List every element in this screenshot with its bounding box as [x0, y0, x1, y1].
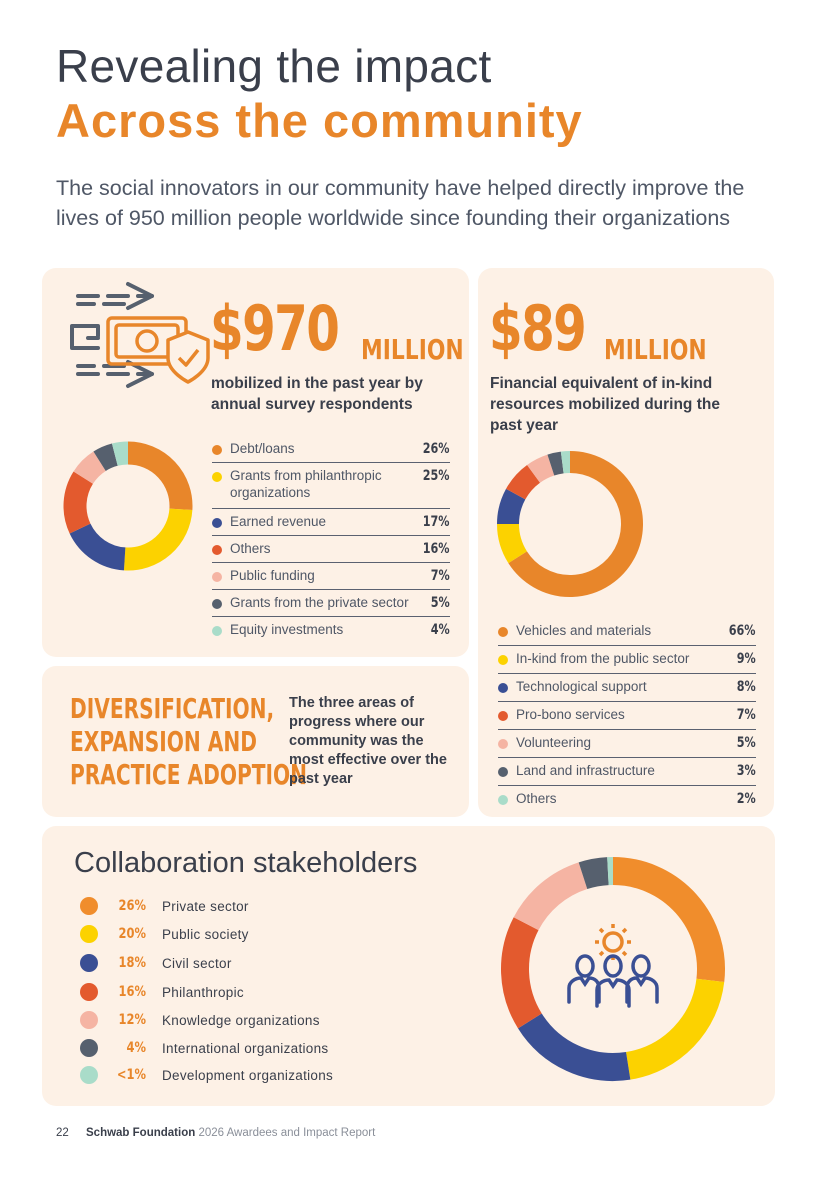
legend-value: 18% — [118, 955, 146, 971]
legend-label: Volunteering — [516, 735, 592, 750]
legend-row — [212, 509, 450, 536]
legend-value: 2% — [736, 791, 756, 807]
legend-value: 26% — [423, 441, 450, 457]
legend-label: International organizations — [162, 1040, 329, 1056]
collaboration-title: Collaboration stakeholders — [74, 847, 418, 879]
diversification-title-3: PRACTICE ADOPTION — [70, 758, 308, 791]
legend-value: 7% — [430, 568, 450, 584]
collaboration-card — [42, 826, 775, 1106]
legend-value: 5% — [736, 735, 756, 751]
legend-label: Grants from philanthropic organizations — [230, 468, 382, 500]
diversification-card — [42, 666, 469, 817]
legend-swatch — [212, 626, 222, 636]
legend-value: 4% — [126, 1040, 146, 1056]
diversification-text: The three areas of progress where our community was the most effective over the past year — [289, 695, 447, 787]
legend-swatch — [498, 683, 508, 693]
collaboration-legend-row — [80, 1065, 333, 1085]
donut-slice-equity-investments — [115, 453, 128, 455]
legend-label: Public funding — [230, 568, 315, 583]
legend-label: Grants from the private sector — [230, 595, 409, 610]
legend-row — [212, 463, 450, 509]
legend-label: Debt/loans — [230, 441, 295, 456]
collaboration-legend-row — [80, 953, 232, 973]
legend-value: <1% — [116, 1067, 146, 1083]
collaboration-legend-row — [80, 982, 244, 1002]
page-title: Revealing the impact — [56, 40, 492, 92]
legend-row — [498, 730, 756, 758]
funding-donut-chart — [58, 436, 198, 576]
legend-value: 8% — [736, 679, 756, 695]
legend-label: Vehicles and materials — [516, 623, 652, 638]
funding-amount: $970 — [210, 292, 339, 365]
legend-label: In-kind from the public sector — [516, 651, 690, 666]
legend-swatch — [212, 572, 222, 582]
legend-swatch — [80, 897, 98, 915]
legend-label: Equity investments — [230, 622, 344, 637]
lead-paragraph: The social innovators in our community have helped directly improve the lives of 950 million people worldwide since founding their organizations — [56, 176, 745, 230]
donut-slice-international-organizations — [583, 871, 608, 876]
legend-value: 3% — [736, 763, 756, 779]
legend-value: 17% — [423, 514, 450, 530]
collaboration-legend-row — [80, 1038, 328, 1058]
donut-slice-grants-from-the-private-sector — [100, 455, 115, 462]
funding-subtitle: mobilized in the past year by annual survey respondents — [211, 375, 423, 413]
inkind-subtitle: Financial equivalent of in-kind resources mobilized during the past year — [490, 375, 720, 434]
legend-swatch — [212, 445, 222, 455]
donut-slice-land-and-infrastructure — [551, 462, 562, 465]
legend-row — [212, 590, 450, 617]
collaboration-legend-row — [80, 924, 249, 944]
legend-swatch — [80, 1066, 98, 1084]
page-subtitle: Across the community — [56, 94, 583, 147]
legend-swatch — [498, 739, 508, 749]
legend-swatch — [498, 655, 508, 665]
legend-swatch — [80, 925, 98, 943]
donut-slice-debt-loans — [128, 453, 181, 509]
legend-value: 4% — [430, 622, 450, 638]
legend-label: Earned revenue — [230, 514, 327, 529]
legend-row — [212, 536, 450, 563]
collaboration-legend-row — [80, 1010, 320, 1030]
legend-value: 20% — [118, 926, 146, 942]
legend-value: 66% — [729, 623, 756, 639]
legend-row — [212, 436, 450, 463]
people-gear-icon — [563, 918, 663, 1014]
legend-value: 7% — [736, 707, 756, 723]
legend-swatch — [498, 627, 508, 637]
donut-slice-pro-bono-services — [516, 474, 534, 494]
legend-swatch — [498, 711, 508, 721]
legend-value: 5% — [430, 595, 450, 611]
donut-slice-philanthropic — [515, 924, 530, 1021]
legend-label: Pro-bono services — [516, 707, 625, 722]
legend-value: 16% — [118, 984, 146, 1000]
inkind-card — [478, 268, 774, 817]
legend-row — [498, 786, 756, 814]
legend-label: Private sector — [162, 898, 249, 914]
donut-slice-earned-revenue — [80, 529, 125, 559]
legend-label: Knowledge organizations — [162, 1012, 320, 1028]
legend-label: Civil sector — [162, 955, 232, 971]
donut-slice-public-funding — [83, 461, 99, 477]
diversification-title-2: EXPANSION AND — [70, 725, 257, 758]
funding-unit: MILLION — [361, 333, 464, 366]
legend-row — [498, 702, 756, 730]
legend-label: Public society — [162, 926, 249, 942]
diversification-title-1: DIVERSIFICATION, — [70, 692, 275, 725]
legend-swatch — [498, 795, 508, 805]
legend-label: Others — [230, 541, 271, 556]
footer — [56, 1127, 375, 1139]
inkind-legend — [498, 618, 756, 814]
legend-row — [498, 758, 756, 786]
legend-label: Technological support — [516, 679, 647, 694]
legend-swatch — [212, 518, 222, 528]
legend-swatch — [80, 983, 98, 1001]
inkind-unit: MILLION — [604, 333, 707, 366]
legend-row — [212, 617, 450, 644]
funding-legend — [212, 436, 450, 644]
legend-label: Development organizations — [162, 1067, 334, 1083]
money-transfer-icon — [68, 278, 218, 398]
legend-label: Others — [516, 791, 557, 806]
donut-slice-technological-support — [508, 494, 516, 524]
donut-slice-volunteering — [534, 465, 551, 474]
legend-value: 9% — [736, 651, 756, 667]
donut-slice-grants-from-philanthropic-organizations — [125, 509, 181, 559]
legend-swatch — [80, 954, 98, 972]
legend-row — [498, 674, 756, 702]
legend-label: Land and infrastructure — [516, 763, 655, 778]
legend-value: 16% — [423, 541, 450, 557]
footer-org: Schwab Foundation — [86, 1127, 196, 1139]
collaboration-legend-row — [80, 896, 249, 916]
legend-value: 26% — [118, 898, 146, 914]
donut-slice-knowledge-organizations — [526, 876, 583, 924]
legend-row — [212, 563, 450, 590]
inkind-amount: $89 — [489, 292, 586, 365]
legend-swatch — [80, 1039, 98, 1057]
legend-swatch — [80, 1011, 98, 1029]
funding-card — [42, 268, 469, 657]
legend-swatch — [212, 472, 222, 482]
footer-report: 2026 Awardees and Impact Report — [198, 1127, 376, 1139]
inkind-donut-chart — [495, 449, 645, 599]
legend-row — [498, 618, 756, 646]
page-number: 22 — [56, 1127, 69, 1139]
legend-swatch — [498, 767, 508, 777]
donut-slice-civil-sector — [530, 1021, 628, 1067]
legend-row — [498, 646, 756, 674]
legend-value: 25% — [423, 468, 450, 484]
legend-label: Philanthropic — [162, 984, 244, 1000]
donut-slice-others — [75, 478, 83, 529]
donut-slice-in-kind-from-the-public-sector — [508, 524, 518, 557]
legend-value: 12% — [118, 1012, 146, 1028]
legend-swatch — [212, 599, 222, 609]
legend-swatch — [212, 545, 222, 555]
